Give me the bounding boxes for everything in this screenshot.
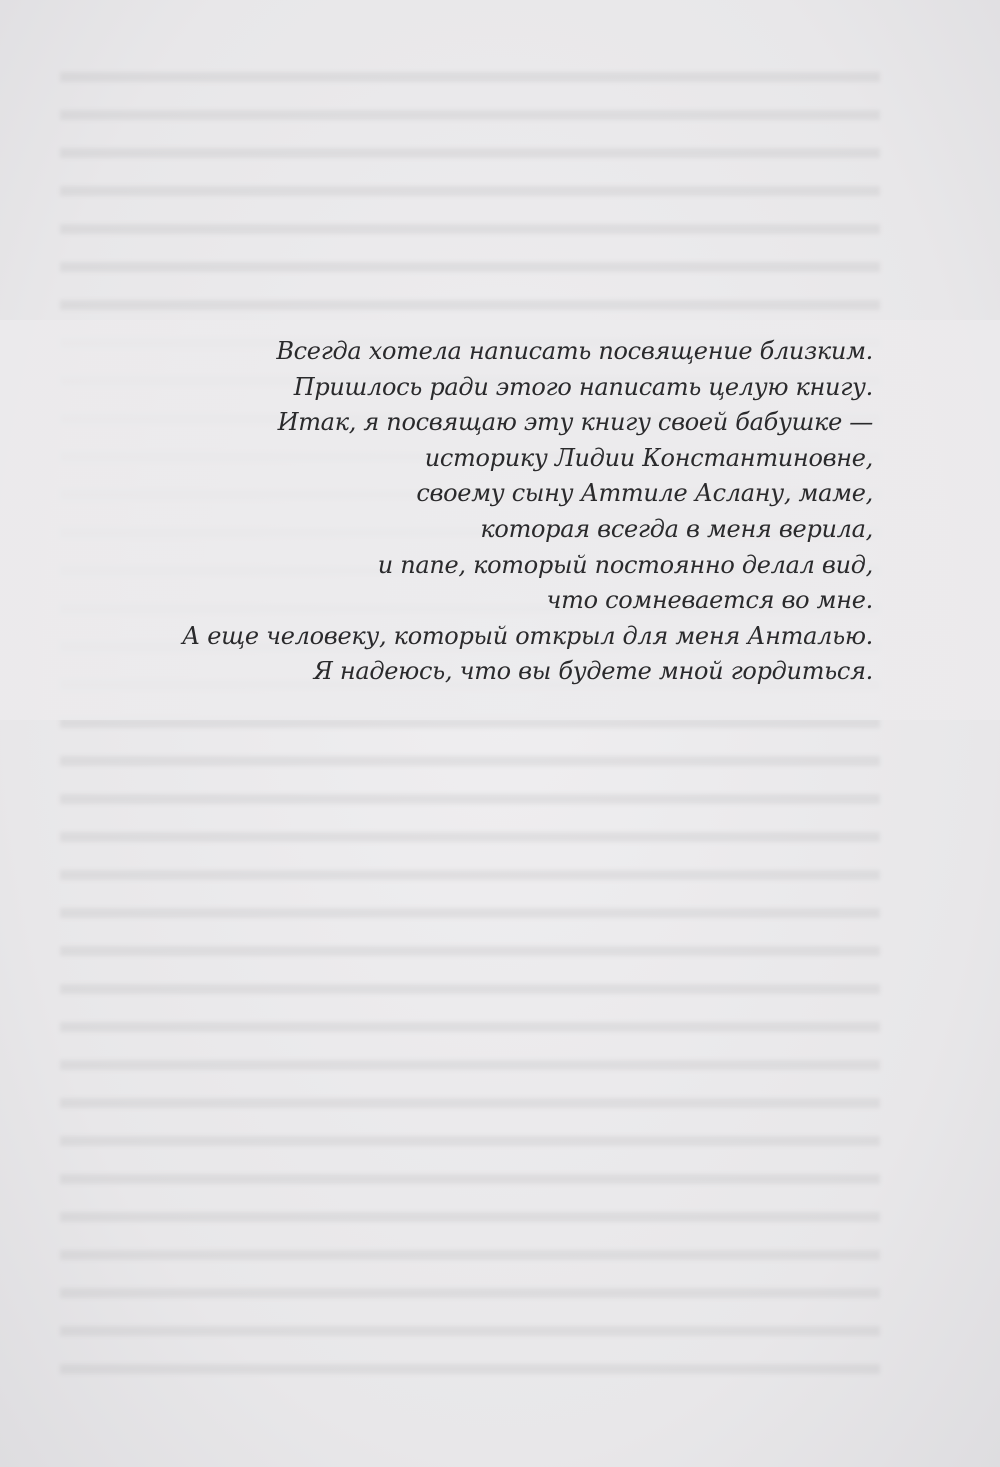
dedication-line: Пришлось ради этого написать целую книгу. — [293, 372, 873, 401]
dedication-line: Итак, я посвящаю эту книгу своей бабушке — — [277, 408, 873, 437]
dedication-line: своему сыну Аттиле Аслану, маме, — [416, 479, 873, 508]
dedication-line: Я надеюсь, что вы будете мной гордиться. — [313, 657, 873, 686]
show-through-text — [60, 60, 880, 1400]
dedication-line: А еще человеку, который открыл для меня Анталью. — [182, 621, 873, 650]
dedication-line: историку Лидии Константиновне, — [424, 443, 873, 472]
dedication — [73, 334, 873, 690]
dedication-line: что сомневается во мне. — [546, 586, 873, 615]
dedication-line: Всегда хотела написать посвящение близким. — [276, 337, 873, 365]
dedication-line: и папе, который постоянно делал вид, — [377, 550, 873, 579]
dedication-line: которая всегда в меня верила, — [480, 514, 873, 543]
